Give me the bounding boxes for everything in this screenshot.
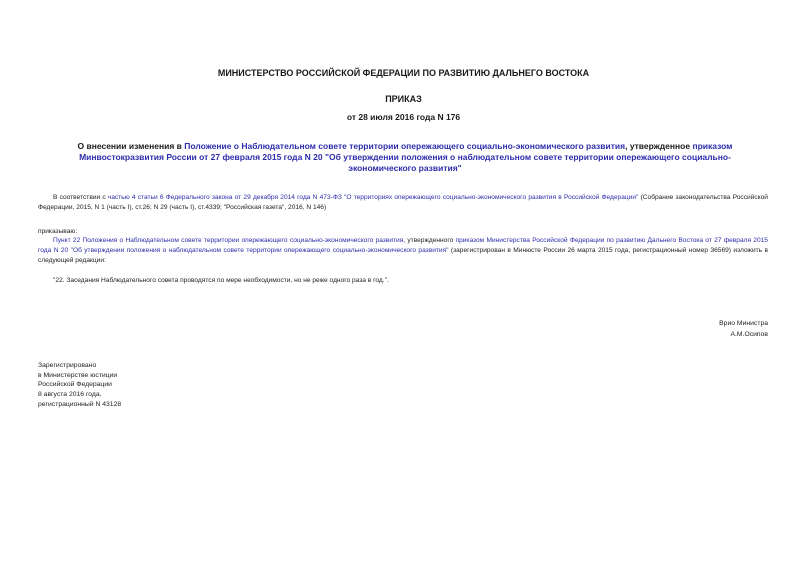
paragraph-amendment — [38, 236, 768, 267]
title-link-order[interactable]: приказом Минвостокразвития России от 27 февраля 2015 года N 20 "Об утверждении положения о наблюдательном совете территории опережающего социально-экономического развития" — [79, 141, 733, 173]
paragraph-order-word: приказываю: — [38, 228, 78, 235]
registration-line: регистрационный N 43128 — [38, 400, 122, 408]
ministry-heading: МИНИСТЕРСТВО РОССИЙСКОЙ ФЕДЕРАЦИИ ПО РАЗВИТИЮ ДАЛЬНЕГО ВОСТОКА — [217, 68, 590, 78]
registration-line: 8 августа 2016 года, — [38, 391, 102, 399]
basis-text-pre: В соответствии с — [53, 194, 108, 201]
title-text-2: , утвержденное — [625, 141, 693, 151]
order-date-number: от 28 июля 2016 года N 176 — [346, 112, 461, 122]
title-link-regulation[interactable]: Положение о Наблюдательном совете территории опережающего социально-экономического развития — [184, 141, 626, 151]
order-title — [60, 141, 750, 174]
signer-name: А.М.Осипов — [730, 330, 768, 338]
signer-position: Врио Министра — [719, 320, 768, 327]
amendment-order-link[interactable]: приказом Министерства Российской Федерации по развитию Дальнего Востока от 27 февраля 2015 года N 20 "Об утверждении положения о наблюдательном совете территории опережающего социально-экономического развития" — [38, 237, 768, 255]
paragraph-basis — [38, 193, 768, 213]
amendment-point-link[interactable]: Пункт 22 Положения о Наблюдательном совете территории опережающего социально-экономического развития — [53, 237, 404, 244]
registration-block — [38, 361, 121, 410]
order-heading: ПРИКАЗ — [385, 94, 422, 104]
basis-text-post: (Собрание законодательства Российской Федерации, 2015, N 1 (часть I), ст.26; N 29 (часть I), ст.4339; "Российская газета", 2016, N 146) — [38, 194, 768, 212]
signature-block — [719, 319, 768, 340]
title-text-1: О внесении изменения в — [77, 141, 185, 151]
registration-line: Российской Федерации — [38, 381, 112, 389]
amendment-text-post: (зарегистрирован в Минюсте России 26 марта 2015 года, регистрационный номер 36569) изложить в следующей редакции: — [38, 247, 768, 265]
amendment-text-mid: , утвержденного — [403, 237, 456, 244]
registration-line: в Министерстве юстиции — [38, 371, 118, 379]
basis-law-link[interactable]: частью 4 статьи 6 Федерального закона от 29 декабря 2014 года N 473-ФЗ "О территориях опережающего социально-экономического развития в Российской Федерации" — [107, 194, 639, 201]
paragraph-new-wording: "22. Заседания Наблюдательного совета проводятся по мере необходимости, но не реже одного раза в год.". — [53, 277, 389, 284]
registration-line: Зарегистрировано — [38, 362, 97, 369]
